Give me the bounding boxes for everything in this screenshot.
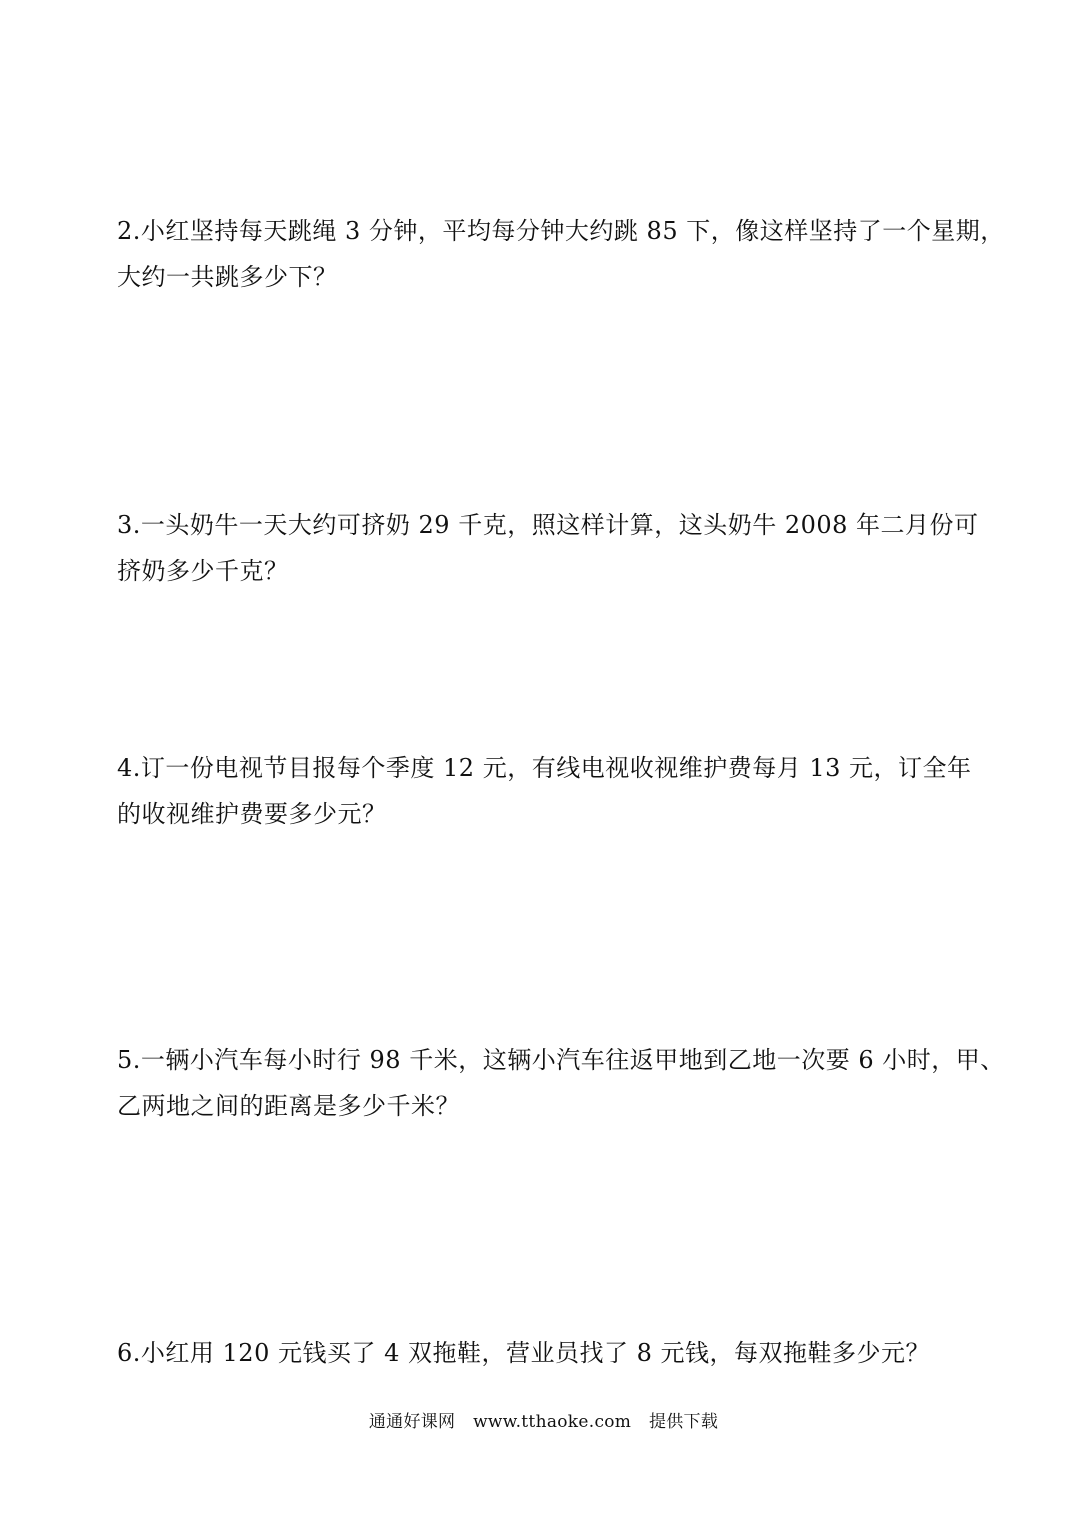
problem-2-line-2: 大约一共跳多少下？ bbox=[117, 263, 338, 291]
problem-5 bbox=[117, 1037, 1005, 1129]
footer-suffix: 提供下载 bbox=[648, 1412, 719, 1432]
problem-2-line-1: 2.小红坚持每天跳绳 3 分钟，平均每分钟大约跳 85 下，像这样坚持了一个星期， bbox=[117, 217, 1005, 245]
problem-5-line-2: 乙两地之间的距离是多少千米？ bbox=[117, 1092, 460, 1120]
page-footer bbox=[0, 1407, 1087, 1432]
footer-site-name: 通通好课网 bbox=[368, 1412, 456, 1432]
problem-6-line-1: 6.小红用 120 元钱买了 4 双拖鞋，营业员找了 8 元钱，每双拖鞋多少元？ bbox=[117, 1339, 931, 1367]
problem-6 bbox=[117, 1330, 977, 1376]
problem-4-line-2: 的收视维护费要多少元？ bbox=[117, 800, 387, 828]
problem-5-line-1: 5.一辆小汽车每小时行 98 千米，这辆小汽车往返甲地到乙地一次要 6 小时，甲、 bbox=[117, 1046, 1005, 1074]
problem-3 bbox=[117, 502, 977, 594]
problem-3-line-1: 3.一头奶牛一天大约可挤奶 29 千克，照这样计算，这头奶牛 2008 年二月份可 bbox=[117, 511, 979, 539]
footer-url: www.tthaoke.com bbox=[473, 1412, 632, 1432]
problem-2 bbox=[117, 208, 1005, 300]
problem-4-line-1: 4.订一份电视节目报每个季度 12 元，有线电视收视维护费每月 13 元，订全年 bbox=[117, 754, 972, 782]
problem-4 bbox=[117, 745, 977, 837]
problem-3-line-2: 挤奶多少千克？ bbox=[117, 557, 289, 585]
